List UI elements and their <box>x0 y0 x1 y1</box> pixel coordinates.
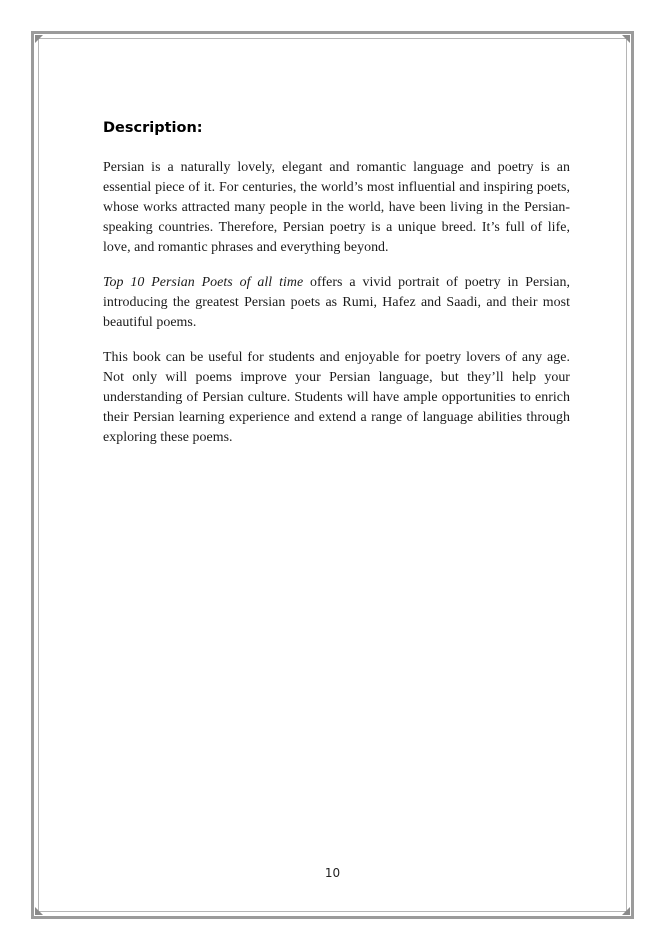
paragraph-book-overview-text: offers a vivid portrait of poetry in Persian, introducing the greatest Persian poets as Rumi, Hafez and Saadi, and their most beautiful poems. <box>103 275 570 330</box>
section-heading: Description: <box>103 120 203 136</box>
paragraph-intro: Persian is a naturally lovely, elegant and romantic language and poetry is an essential piece of it. For centuries, the world’s most influential and inspiring poets, whose works attracted many people in the world, have been living in the Persian-speaking countries. Therefore, Persian poetry is a unique breed. It’s full of life, love, and romantic phrases and everything beyond. <box>103 160 570 255</box>
paragraph-audience: This book can be useful for students and enjoyable for poetry lovers of any age. Not only will poems improve your Persian language, but they’ll help your understanding of Persian culture. Students will have ample opportunities to enrich their Persian learning experience and extend a range of language abilities through exploring these poems. <box>103 350 570 445</box>
page-content <box>103 118 570 463</box>
page-number: 10 <box>324 866 341 880</box>
book-title: Top 10 Persian Poets of all time <box>103 275 304 290</box>
corner-ornament-top-right <box>622 35 630 43</box>
corner-ornament-bottom-left <box>35 907 43 915</box>
paragraph-book-overview <box>103 273 570 333</box>
corner-ornament-top-left <box>35 35 43 43</box>
corner-ornament-bottom-right <box>622 907 630 915</box>
